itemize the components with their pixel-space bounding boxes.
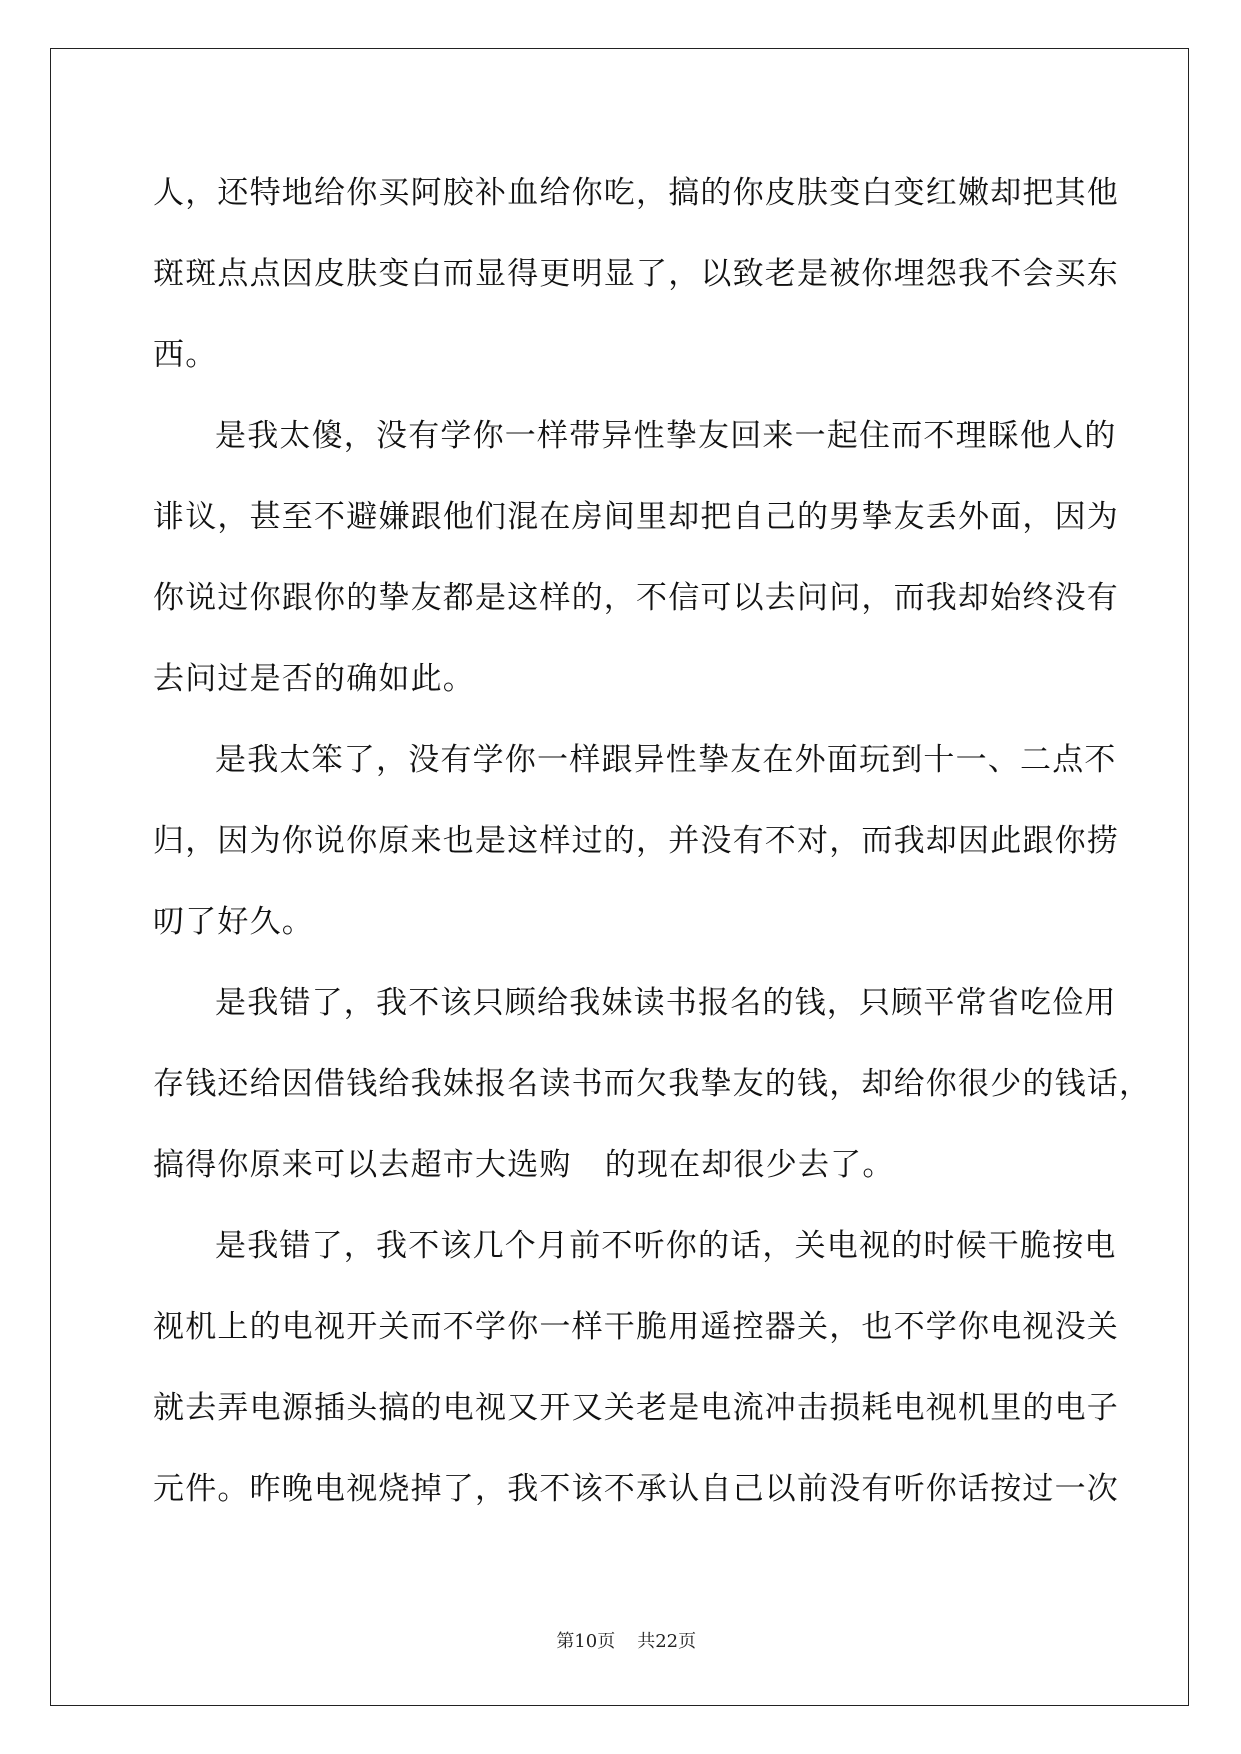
body-line-9: 归，因为你说你原来也是这样过的，并没有不对，而我却因此跟你捞 xyxy=(153,823,1119,859)
paragraph-start-line: 是我太傻，没有学你一样带异性挚友回来一起住而不理睬他人的 xyxy=(215,418,1117,454)
body-line-6: 你说过你跟你的挚友都是这样的，不信可以去问问，而我却始终没有 xyxy=(153,580,1119,616)
page-footer xyxy=(0,1606,1241,1653)
body-line-16: 就去弄电源插头搞的电视又开又关老是电流冲击损耗电视机里的电子 xyxy=(153,1390,1119,1426)
body-line-17: 元件。昨晚电视烧掉了，我不该不承认自己以前没有听你话按过一次 xyxy=(153,1471,1119,1507)
paragraph-start-line: 是我太笨了，没有学你一样跟异性挚友在外面玩到十一、二点不 xyxy=(215,742,1117,778)
body-line-3: 西。 xyxy=(153,337,218,373)
body-line-12: 存钱还给因借钱给我妹报名读书而欠我挚友的钱，却给你很少的钱话， xyxy=(153,1066,1152,1102)
current-page-number: 第10页 xyxy=(556,1631,616,1652)
body-line-10: 叨了好久。 xyxy=(153,904,314,940)
document-body xyxy=(153,168,1152,1545)
body-line-15: 视机上的电视开关而不学你一样干脆用遥控器关，也不学你电视没关 xyxy=(153,1309,1119,1345)
paragraph-start-line: 是我错了，我不该几个月前不听你的话，关电视的时候干脆按电 xyxy=(215,1228,1117,1264)
body-line-7: 去问过是否的确如此。 xyxy=(153,661,475,697)
total-pages-count: 共22页 xyxy=(637,1631,697,1652)
body-line-2: 斑斑点点因皮肤变白而显得更明显了，以致老是被你埋怨我不会买东 xyxy=(153,256,1119,292)
paragraph-start-line: 是我错了，我不该只顾给我妹读书报名的钱，只顾平常省吃俭用 xyxy=(215,985,1117,1021)
body-line-13: 搞得你原来可以去超市大选购 的现在却很少去了。 xyxy=(153,1147,895,1183)
body-line-1: 人，还特地给你买阿胶补血给你吃，搞的你皮肤变白变红嫩却把其他 xyxy=(153,175,1119,211)
body-line-5: 诽议，甚至不避嫌跟他们混在房间里却把自己的男挚友丢外面，因为 xyxy=(153,499,1119,535)
